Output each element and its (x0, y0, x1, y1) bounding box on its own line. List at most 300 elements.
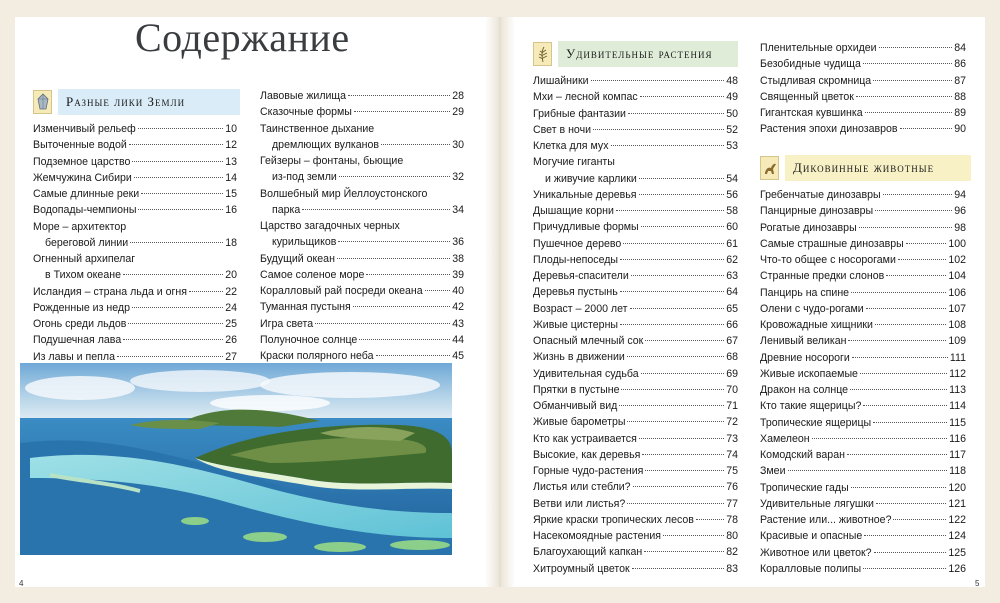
toc-entry (260, 169, 464, 185)
toc-entry (33, 137, 237, 153)
toc-entry-page: 54 (726, 172, 738, 185)
dot-leader (644, 551, 724, 552)
toc-entry-page: 82 (726, 546, 738, 559)
toc-entry (533, 138, 738, 154)
toc-entry-page: 89 (954, 107, 966, 119)
toc-entry-page: 69 (726, 367, 738, 380)
toc-entry-page: 70 (726, 383, 738, 396)
dot-leader (640, 96, 725, 97)
dot-leader (865, 112, 953, 113)
toc-entry-page: 114 (949, 400, 966, 413)
toc-entry-page: 63 (726, 270, 738, 282)
toc-entry (33, 251, 237, 267)
toc-entry (260, 88, 464, 104)
dot-leader (641, 226, 725, 227)
toc-entry (260, 121, 464, 137)
toc-entry (760, 252, 966, 268)
toc-entry-page: 58 (726, 205, 738, 217)
toc-entry-page: 48 (726, 75, 738, 87)
toc-entry-page: 106 (948, 286, 966, 299)
toc-entry (533, 252, 738, 268)
toc-entry-title: Огонь среди льдов (33, 318, 127, 330)
dot-leader (874, 552, 947, 553)
toc-entry-page: 39 (452, 268, 464, 281)
toc-entry-title: Змеи (760, 465, 786, 478)
dot-leader (847, 454, 947, 455)
dot-leader (591, 80, 725, 81)
toc-entry (533, 284, 738, 300)
toc-entry-page: 94 (954, 189, 966, 201)
toc-entry-page: 87 (954, 74, 966, 87)
toc-entry (760, 496, 966, 512)
toc-entry-page: 68 (726, 351, 738, 364)
toc-entry-title: Обманчивый вид (533, 400, 618, 412)
toc-entry-page: 113 (949, 384, 966, 396)
dot-leader (616, 210, 724, 211)
dot-leader (645, 340, 724, 341)
toc-entry-title: Яркие краски тропических лесов (533, 513, 694, 526)
toc-entry-page: 40 (452, 285, 464, 297)
toc-entry (760, 463, 966, 479)
dot-leader (353, 306, 450, 307)
toc-entry (260, 267, 464, 283)
dot-leader (633, 486, 725, 487)
dot-leader (611, 145, 725, 146)
toc-entry (533, 512, 738, 528)
toc-entry-title: и живучие карлики (545, 172, 637, 185)
dot-leader (645, 470, 724, 471)
toc-entry-title: Рогатые динозавры (760, 221, 857, 234)
toc-entry-title: Прятки в пустыне (533, 383, 620, 396)
toc-entry-title: Таинственное дыхание (260, 122, 375, 135)
crystal-icon (33, 90, 52, 114)
toc-entry (533, 528, 738, 544)
toc-entry (533, 544, 738, 560)
toc-entry (533, 431, 738, 447)
dot-leader (879, 47, 953, 48)
dot-leader (619, 405, 724, 406)
dot-leader (630, 308, 725, 309)
toc-entry-page: 71 (726, 400, 738, 412)
toc-entry-title: Олени с чудо-рогами (760, 302, 864, 315)
toc-entry-page: 78 (726, 513, 738, 526)
toc-entry (33, 121, 237, 137)
toc-entry (33, 186, 237, 202)
toc-entry (760, 545, 966, 561)
dot-leader (339, 176, 450, 177)
toc-entry-page: 64 (726, 286, 738, 299)
toc-entry (33, 300, 237, 316)
dot-leader (138, 209, 223, 210)
dot-leader (381, 144, 450, 145)
toc-entry-title: Кто такие ящерицы? (760, 400, 862, 413)
page-number-right: 5 (975, 579, 980, 588)
toc-entry-page: 104 (948, 270, 966, 283)
toc-entry (533, 89, 738, 105)
dinosaur-icon (760, 156, 779, 180)
section-title: Удивительные растения (558, 41, 738, 67)
toc-entry-title: Туманная пустыня (260, 301, 351, 314)
toc-entry-page: 53 (726, 140, 738, 152)
toc-entry-title: Безобидные чудища (760, 58, 861, 71)
toc-entry-title: Краски полярного неба (260, 350, 374, 362)
toc-entry-page: 76 (726, 481, 738, 494)
toc-entry (760, 121, 966, 137)
section-heading-earth (33, 89, 240, 115)
toc-entry-page: 67 (726, 335, 738, 347)
toc-entry-title: Гребенчатые динозавры (760, 189, 881, 201)
toc-entry (533, 203, 738, 219)
toc-entry (33, 154, 237, 170)
dot-leader (117, 356, 223, 357)
toc-entry-title: Рожденные из недр (33, 301, 130, 314)
dot-leader (359, 339, 450, 340)
toc-entry-title: Тропические ящерицы (760, 416, 872, 429)
toc-entry (533, 268, 738, 284)
toc-entry-page: 45 (452, 350, 464, 362)
toc-entry-title: Растение или... животное? (760, 514, 892, 526)
toc-entry-title: Дракон на солнце (760, 384, 849, 396)
dot-leader (134, 177, 223, 178)
toc-entry (33, 284, 237, 300)
toc-entry-title: Хитроумный цветок (533, 562, 630, 575)
toc-entry-title: Подземное царство (33, 155, 131, 168)
toc-entry-page: 34 (452, 203, 464, 216)
toc-entry (760, 268, 966, 284)
toc-entry-title: Горные чудо-растения (533, 465, 644, 477)
toc-entry-page: 74 (726, 448, 738, 461)
dot-leader (132, 161, 223, 162)
dot-leader (132, 307, 223, 308)
toc-entry-page: 108 (948, 319, 966, 331)
toc-entry-page: 125 (948, 546, 966, 559)
toc-entry (760, 561, 966, 577)
toc-entry-title: Изменчивый рельеф (33, 123, 136, 135)
dot-leader (302, 209, 450, 210)
toc-entry-page: 12 (225, 139, 237, 152)
toc-entry-page: 30 (452, 138, 464, 151)
toc-entry (760, 512, 966, 528)
dot-leader (123, 274, 223, 275)
toc-entry (760, 366, 966, 382)
dot-leader (873, 422, 947, 423)
dot-leader (875, 324, 946, 325)
toc-entry (533, 154, 738, 170)
dot-leader (620, 291, 724, 292)
dot-leader (639, 438, 724, 439)
toc-entry-page: 115 (949, 416, 966, 429)
toc-entry-title: Царство загадочных черных (260, 220, 400, 232)
toc-entry-title: Стыдливая скромница (760, 74, 872, 87)
toc-entry (33, 170, 237, 186)
dot-leader (623, 243, 724, 244)
toc-entry (760, 203, 966, 219)
toc-entry-page: 10 (225, 123, 237, 135)
toc-entry-page: 100 (948, 237, 966, 250)
toc-entry-page: 62 (726, 253, 738, 266)
dot-leader (425, 290, 451, 291)
toc-entry-title: Комодский варан (760, 449, 845, 461)
toc-entry-page: 88 (954, 90, 966, 103)
toc-entry (260, 251, 464, 267)
toc-entry-page: 118 (949, 465, 966, 478)
dot-leader (138, 128, 223, 129)
toc-entry-title: Пушечное дерево (533, 237, 622, 250)
toc-entry-title: Коралловые полипы (760, 562, 862, 575)
dot-leader (593, 129, 724, 130)
toc-entry-page: 84 (954, 42, 966, 54)
dot-leader (366, 274, 450, 275)
toc-entry-page: 66 (726, 318, 738, 331)
toc-plants-column-2 (760, 40, 966, 138)
dot-leader (883, 194, 953, 195)
toc-entry-page: 107 (948, 302, 966, 315)
toc-entry-title: Сказочные формы (260, 106, 352, 119)
toc-entry-title: Древние носороги (760, 351, 850, 364)
toc-entry (260, 137, 464, 153)
toc-entry-page: 116 (949, 432, 966, 445)
toc-entry (760, 89, 966, 105)
toc-entry (760, 350, 966, 366)
toc-entry-title: Животное или цветок? (760, 546, 872, 559)
page-title: Содержание (135, 15, 350, 60)
toc-entry (33, 219, 237, 235)
toc-entry-title: Свет в ночи (533, 123, 592, 136)
toc-entry-page: 98 (954, 221, 966, 234)
dot-leader (875, 210, 952, 211)
toc-entry-title: Кто как устраивается (533, 432, 637, 445)
toc-entry-title: Странные предки слонов (760, 270, 885, 283)
dot-leader (863, 405, 947, 406)
toc-entry-title: Лавовые жилища (260, 90, 347, 102)
toc-entry (533, 301, 738, 317)
toc-entry-title: Хамелеон (760, 432, 810, 445)
toc-entry-title: Игра света (260, 317, 314, 330)
toc-plants-column-1 (533, 73, 738, 577)
toc-entry-title: Листья или стебли? (533, 481, 631, 494)
toc-entry-page: 20 (225, 269, 237, 282)
toc-entry (760, 105, 966, 121)
toc-entry-title: Панцирь на спине (760, 286, 850, 299)
toc-entry-title: Благоухающий капкан (533, 546, 643, 559)
toc-entry (760, 220, 966, 236)
toc-entry-title: Самые длинные реки (33, 188, 140, 200)
toc-entry-page: 27 (225, 350, 237, 363)
toc-entry (533, 398, 738, 414)
dot-leader (866, 308, 947, 309)
toc-entry (260, 234, 464, 250)
toc-entry-title: Растения эпохи динозавров (760, 123, 898, 136)
toc-animals-column (760, 187, 966, 577)
toc-entry-title: Деревья пустынь (533, 286, 618, 299)
dot-leader (876, 503, 946, 504)
toc-entry (533, 171, 738, 187)
fern-icon (533, 42, 552, 66)
toc-entry-page: 13 (225, 155, 237, 168)
toc-entry-page: 14 (225, 171, 237, 184)
toc-entry-title: Живые барометры (533, 416, 626, 429)
toc-entry-title: Выточенные водой (33, 139, 127, 152)
toc-entry (260, 283, 464, 299)
toc-entry-title: Дышащие корни (533, 205, 614, 217)
toc-entry-page: 83 (726, 562, 738, 575)
toc-entry (260, 299, 464, 315)
toc-entry-page: 49 (726, 91, 738, 104)
dot-leader (141, 193, 223, 194)
toc-entry-title: Грибные фантазии (533, 107, 626, 120)
dot-leader (639, 178, 724, 179)
dot-leader (900, 128, 953, 129)
toc-entry-title: дремлющих вулканов (272, 138, 380, 151)
toc-entry-title: Тропические гады (760, 481, 849, 494)
dot-leader (129, 144, 223, 145)
dot-leader (848, 340, 946, 341)
toc-entry-page: 60 (726, 221, 738, 234)
dot-leader (639, 194, 725, 195)
toc-entry (760, 56, 966, 72)
toc-entry-page: 109 (948, 335, 966, 348)
dot-leader (851, 292, 946, 293)
dot-leader (348, 95, 450, 96)
dot-leader (628, 113, 724, 114)
toc-entry-page: 18 (225, 236, 237, 249)
toc-entry (760, 528, 966, 544)
dot-leader (315, 323, 450, 324)
dot-leader (860, 373, 947, 374)
toc-entry (33, 316, 237, 332)
dot-leader (376, 355, 451, 356)
toc-entry-title: Высокие, как деревья (533, 448, 641, 461)
toc-entry-page: 28 (452, 90, 464, 102)
toc-entry-page: 112 (949, 367, 966, 380)
toc-entry-title: Из лавы и пепла (33, 350, 115, 363)
toc-entry-title: Опасный млечный сок (533, 335, 644, 347)
toc-entry-title: Огненный архипелаг (33, 253, 136, 265)
toc-entry-title: Плоды-непоседы (533, 253, 619, 266)
toc-entry-page: 56 (726, 188, 738, 201)
toc-entry-page: 16 (225, 204, 237, 217)
toc-entry-title: Лишайники (533, 75, 589, 87)
dot-leader (856, 96, 952, 97)
toc-entry (260, 186, 464, 202)
toc-entry-title: Подушечная лава (33, 334, 122, 347)
toc-entry (533, 414, 738, 430)
toc-entry-page: 111 (949, 351, 966, 364)
toc-entry (33, 332, 237, 348)
toc-entry-page: 42 (452, 301, 464, 314)
toc-entry-page: 29 (452, 106, 464, 119)
dot-leader (663, 535, 724, 536)
dot-leader (850, 389, 947, 390)
toc-entry-page: 117 (949, 449, 966, 461)
toc-entry-page: 75 (726, 465, 738, 477)
dot-leader (886, 275, 946, 276)
tropical-island-illustration (20, 363, 452, 555)
toc-entry (33, 267, 237, 283)
section-title: Диковинные животные (785, 155, 971, 181)
section-heading-animals (760, 155, 971, 181)
toc-entry-page: 90 (954, 123, 966, 136)
dot-leader (788, 470, 948, 471)
dot-leader (620, 259, 724, 260)
toc-entry-page: 124 (948, 530, 966, 543)
toc-entry-page: 65 (726, 302, 738, 315)
toc-entry (260, 202, 464, 218)
toc-entry (533, 187, 738, 203)
dot-leader (863, 63, 952, 64)
toc-entry (533, 219, 738, 235)
dot-leader (632, 568, 725, 569)
toc-entry (33, 235, 237, 251)
toc-entry (533, 236, 738, 252)
toc-entry-title: Мхи – лесной компас (533, 91, 638, 104)
toc-earth-column-2 (260, 88, 464, 364)
toc-entry-title: Удивительная судьба (533, 367, 639, 380)
toc-entry (533, 317, 738, 333)
toc-entry (533, 382, 738, 398)
dot-leader (128, 323, 223, 324)
toc-entry-title: Коралловый рай посреди океана (260, 285, 423, 297)
toc-entry (760, 236, 966, 252)
toc-entry (760, 187, 966, 203)
toc-entry-title: Пленительные орхидеи (760, 42, 877, 54)
toc-entry-title: Водопады-чемпионы (33, 204, 137, 217)
toc-entry (260, 332, 464, 348)
toc-entry (533, 366, 738, 382)
toc-entry (760, 73, 966, 89)
dot-leader (864, 535, 946, 536)
dot-leader (354, 111, 450, 112)
dot-leader (898, 259, 946, 260)
toc-entry (533, 496, 738, 512)
toc-entry-page: 72 (726, 416, 738, 429)
dot-leader (130, 242, 223, 243)
toc-entry (33, 202, 237, 218)
toc-entry (260, 348, 464, 364)
toc-entry-title: Возраст – 2000 лет (533, 302, 628, 315)
toc-entry-page: 121 (948, 497, 966, 510)
toc-entry (760, 333, 966, 349)
toc-entry-title: Исландия – страна льда и огня (33, 285, 187, 298)
dot-leader (642, 454, 724, 455)
toc-entry (533, 73, 738, 89)
toc-entry (760, 431, 966, 447)
toc-entry-page: 36 (452, 236, 464, 249)
toc-entry-title: Ленивый великан (760, 335, 847, 348)
book-gutter (485, 17, 515, 587)
toc-entry-page: 22 (225, 285, 237, 298)
toc-entry-page: 43 (452, 317, 464, 330)
toc-entry-title: Волшебный мир Йеллоустонского (260, 187, 428, 200)
dot-leader (621, 389, 724, 390)
toc-entry (533, 349, 738, 365)
toc-entry-title: Ветви или листья? (533, 497, 626, 510)
toc-entry-page: 96 (954, 205, 966, 218)
section-heading-plants (533, 41, 738, 67)
toc-entry-title: Удивительные лягушки (760, 497, 874, 510)
dot-leader (893, 519, 946, 520)
toc-entry (260, 218, 464, 234)
dot-leader (859, 227, 953, 228)
dot-leader (627, 356, 724, 357)
dot-leader (337, 258, 450, 259)
toc-entry-page: 25 (225, 318, 237, 330)
toc-entry-title: Будущий океан (260, 252, 335, 265)
dot-leader (631, 275, 724, 276)
toc-entry-page: 80 (726, 530, 738, 542)
toc-entry (260, 153, 464, 169)
toc-entry-title: Клетка для мух (533, 140, 609, 152)
